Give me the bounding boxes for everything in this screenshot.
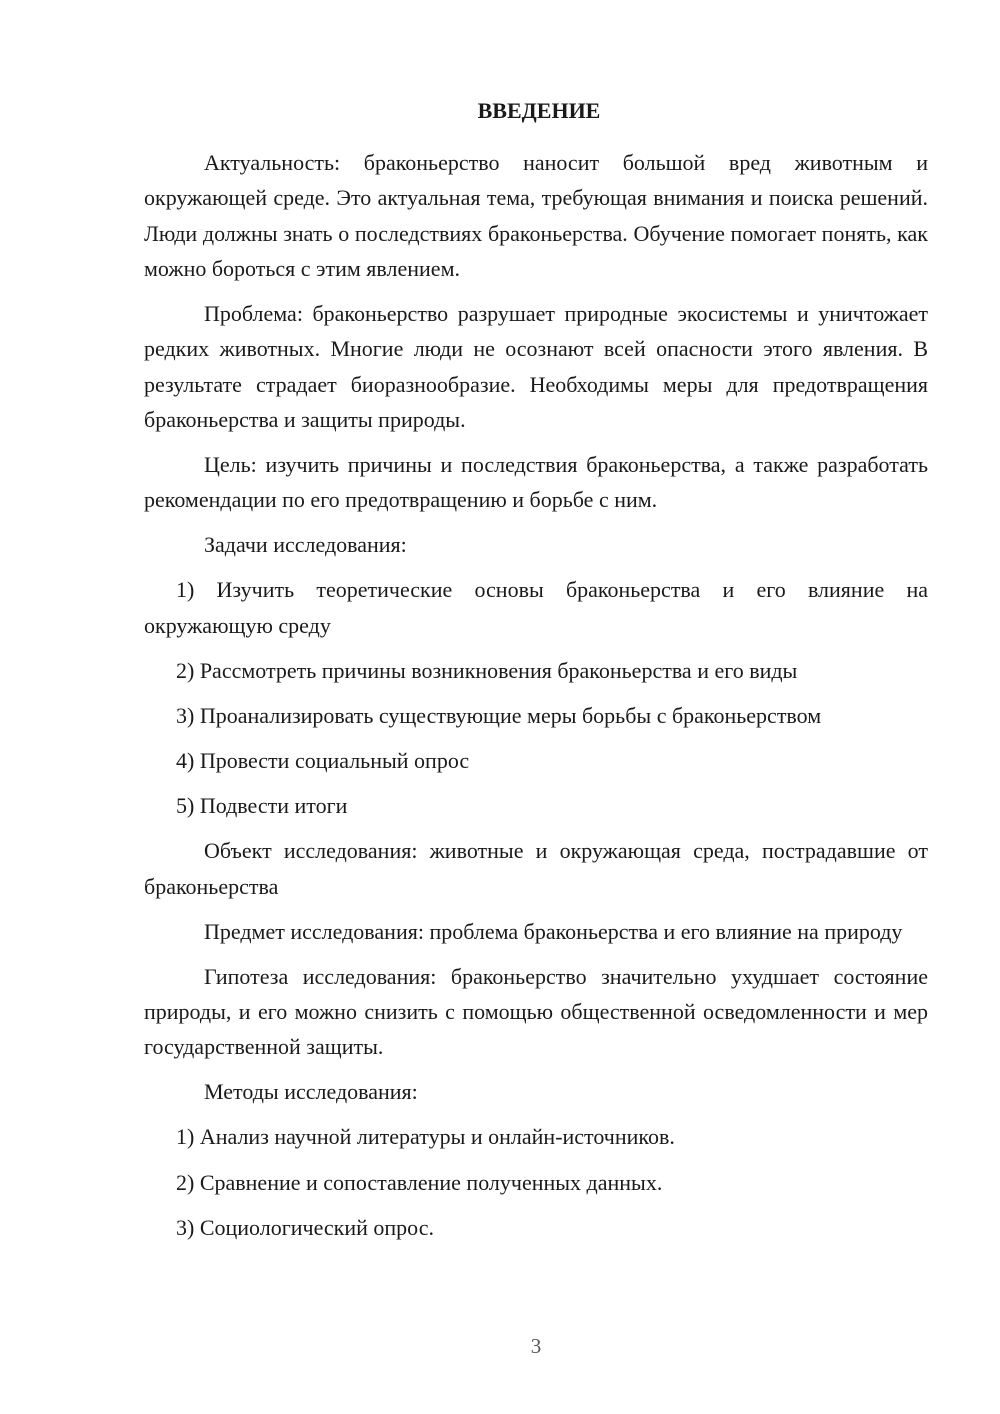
methods-heading: Методы исследования: xyxy=(204,1079,418,1105)
relevance-paragraph: Актуальность: браконьерство наносит большой вред животным и окружающей среде. Это актуальная тема, требующая внимания и поиска решений. Люди должны знать о последствиях браконьерства. Обучение помогает понять, как можно бороться с этим явлением. xyxy=(144,150,928,281)
method-item: 1) Анализ научной литературы и онлайн-источников. xyxy=(176,1124,675,1150)
task-item: 5) Подвести итоги xyxy=(176,793,348,819)
object-paragraph: Объект исследования: животные и окружающая среда, пострадавшие от браконьерства xyxy=(144,838,928,899)
hypothesis-paragraph: Гипотеза исследования: браконьерство значительно ухудшает состояние природы, и его можно снизить с помощью общественной осведомленности и мер государственной защиты. xyxy=(144,963,928,1060)
task-item: 3) Проанализировать существующие меры борьбы с браконьерством xyxy=(176,702,822,728)
page-content xyxy=(144,96,928,1245)
subject-paragraph: Предмет исследования: проблема браконьерства и его влияние на природу xyxy=(204,918,903,944)
method-item: 2) Сравнение и сопоставление полученных данных. xyxy=(176,1169,663,1195)
task-item: 1) Изучить теоретические основы браконьерства и его влияние на окружающую среду xyxy=(144,577,928,638)
goal-paragraph: Цель: изучить причины и последствия браконьерства, а также разработать рекомендации по его предотвращению и борьбе с ним. xyxy=(144,451,928,513)
task-item: 4) Провести социальный опрос xyxy=(176,748,470,774)
problem-paragraph: Проблема: браконьерство разрушает природные экосистемы и уничтожает редких животных. Многие люди не осознают всей опасности этого явления. В результате страдает биоразнообразие. Необходимы меры для предотвращения браконьерства и защиты природы. xyxy=(144,300,928,432)
task-item: 2) Рассмотреть причины возникновения браконьерства и его виды xyxy=(176,657,798,683)
method-item: 3) Социологический опрос. xyxy=(176,1214,434,1240)
section-title: ВВЕДЕНИЕ xyxy=(477,98,601,123)
tasks-heading: Задачи исследования: xyxy=(204,532,407,558)
page-number: 3 xyxy=(530,1334,542,1358)
